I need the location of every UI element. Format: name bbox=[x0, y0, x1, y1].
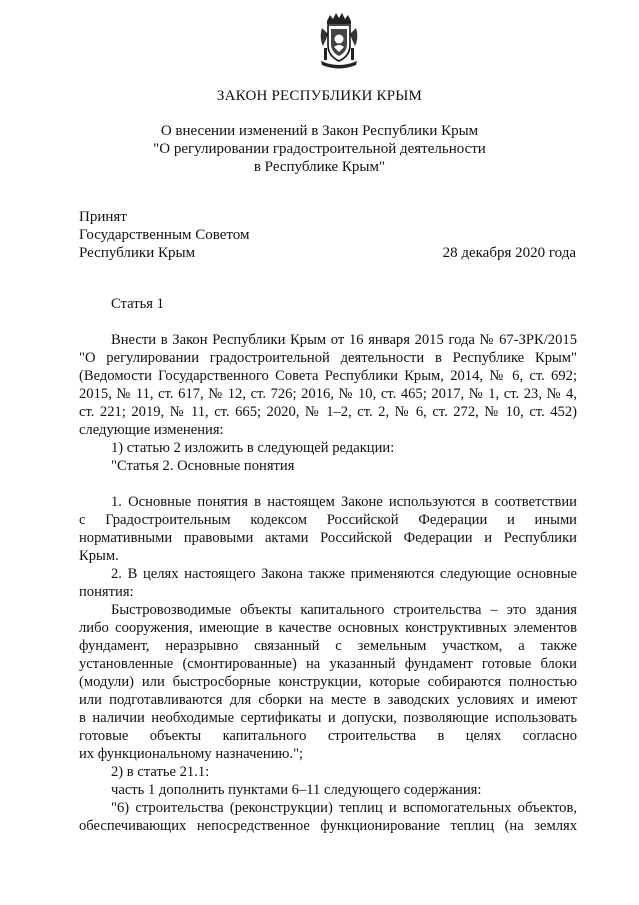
text-line: (Ведомости Государственного Совета Республики Крым, 2014, № 6, ст. 692; bbox=[79, 368, 577, 384]
subtitle-line: "О регулировании градостроительной деятельности bbox=[153, 141, 486, 157]
paragraph-4 bbox=[79, 799, 577, 835]
text-line: Быстровозводимые объекты капитального строительства – это здания bbox=[111, 602, 577, 618]
adoption-date: 28 декабря 2020 года bbox=[442, 245, 576, 261]
text-line: 1. Основные понятия в настоящем Законе используются в соответствии bbox=[111, 494, 577, 510]
text-line: фундамент, неразрывно связанный с земельным участком, а также bbox=[79, 638, 577, 654]
adoption-line: Принят bbox=[79, 209, 127, 225]
paragraph-1 bbox=[79, 493, 577, 565]
text-line: установленные (смонтированные) на указанный фундамент готовые блоки bbox=[79, 656, 577, 672]
text-line: 2. В целях настоящего Закона также применяются следующие основные bbox=[111, 566, 577, 582]
adoption-line: Государственным Советом bbox=[79, 227, 250, 243]
text-line: Крым. bbox=[79, 548, 119, 564]
text-line: их функциональному назначению."; bbox=[79, 746, 304, 762]
text-line: 2015, № 11, ст. 617, № 12, ст. 726; 2016, № 10, ст. 465; 2017, № 1, ст. 23, № 4, bbox=[79, 386, 577, 402]
list-subitem: часть 1 дополнить пунктами 6–11 следующего содержания: bbox=[111, 782, 482, 798]
subtitle-line: в Республике Крым" bbox=[253, 159, 386, 175]
text-line: обеспечивающих непосредственное функционирование теплиц (на землях bbox=[79, 818, 577, 834]
text-line: в наличии необходимые сертификаты и допуски, позволяющие использовать bbox=[79, 710, 577, 726]
adoption-block bbox=[79, 208, 250, 262]
text-line: готовые объекты капитального строительства в целях согласно bbox=[79, 728, 577, 744]
document-body bbox=[79, 295, 577, 835]
text-line: либо сооружения, имеющие в качестве основных конструктивных элементов bbox=[79, 620, 577, 636]
text-line: нормативными правовыми актами Российской Федерации и Республики bbox=[79, 530, 577, 546]
text-line: следующие изменения: bbox=[79, 422, 224, 438]
article-heading: Статья 1 bbox=[111, 296, 164, 312]
crimea-coat-of-arms-icon bbox=[318, 12, 360, 70]
text-line: "О регулировании градостроительной деятельности в Республике Крым" bbox=[79, 350, 577, 366]
list-item: 1) статью 2 изложить в следующей редакции: bbox=[111, 440, 395, 456]
paragraph-2 bbox=[79, 565, 577, 601]
text-line: с Градостроительным кодексом Российской Федерации и иными bbox=[79, 512, 577, 528]
quoted-heading: "Статья 2. Основные понятия bbox=[111, 458, 295, 474]
text-line: ст. 221; 2019, № 11, ст. 665; 2020, № 1–2, ст. 2, № 6, ст. 272, № 10, ст. 452) bbox=[79, 404, 577, 420]
paragraph-3 bbox=[79, 601, 577, 763]
text-line: понятия: bbox=[79, 584, 134, 600]
text-line: Внести в Закон Республики Крым от 16 января 2015 года № 67-ЗРК/2015 bbox=[111, 332, 577, 348]
law-title: ЗАКОН РЕСПУБЛИКИ КРЫМ bbox=[216, 88, 423, 104]
adoption-line: Республики Крым bbox=[79, 245, 196, 261]
list-item: 2) в статье 21.1: bbox=[111, 764, 210, 780]
subtitle-line: О внесении изменений в Закон Республики Крым bbox=[160, 123, 479, 139]
intro-paragraph bbox=[79, 331, 577, 439]
law-subtitle bbox=[0, 122, 639, 176]
text-line: "6) строительства (реконструкции) теплиц и вспомогательных объектов, bbox=[111, 800, 577, 816]
text-line: (модули) или быстросборные конструкции, которые собираются полностью bbox=[79, 674, 577, 690]
text-line: или подготавливаются для сборки на месте в заводских условиях и имеют bbox=[79, 692, 577, 708]
